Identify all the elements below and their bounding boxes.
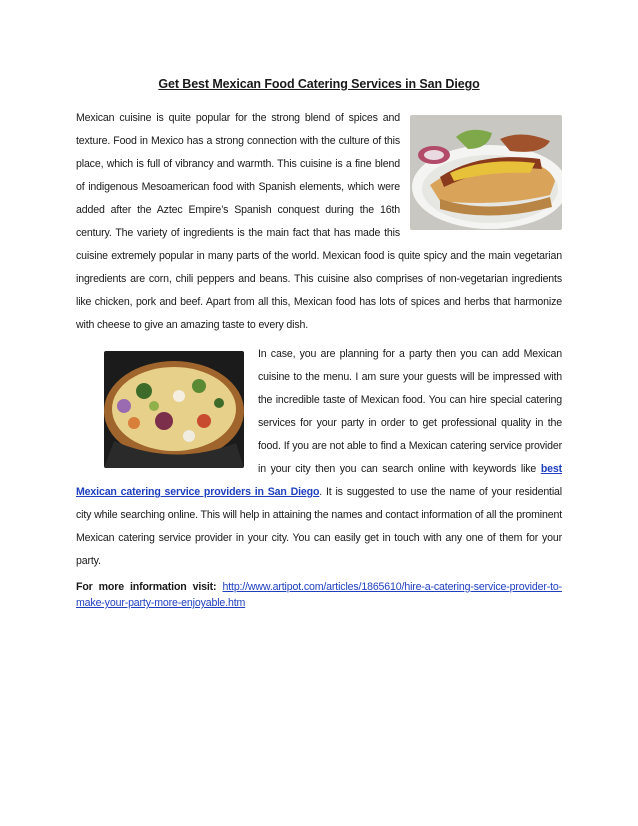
more-info (76, 579, 562, 611)
more-info-url-link[interactable]: http://www.artipot.com/articles/1865610/hire-a-catering-service-provider-to-make-your-party-more-enjoyable.htm (76, 581, 562, 609)
paragraph-1 (76, 107, 562, 337)
catering-search-link[interactable]: best Mexican catering service providers in San Diego (76, 463, 562, 498)
document-body (76, 107, 562, 611)
paragraph-2-text-before: In case, you are planning for a party then you can add Mexican cuisine to the menu. I am sure your guests will be impressed with the incredible taste of Mexican food. You can hire special catering services for your party in order to get professional quality in the food. If you are not able to find a Mexican catering service provider in your city then you can search online with keywords like (258, 348, 562, 475)
paragraph-2 (76, 343, 562, 573)
burger-photo (410, 115, 562, 230)
more-info-label: For more information visit: (76, 581, 217, 593)
pizza-photo (104, 351, 244, 468)
paragraph-1-text: Mexican cuisine is quite popular for the strong blend of spices and texture. Food in Mexico has a strong connection with the culture of this place, which is full of vibrancy and warmth. This cuisine is a fine blend of indigenous Mesoamerican food with Spanish elements, which were added after the Aztec Empire’s Spanish conquest during the 16th century. The variety of ingredients is the main fact that has made this cuisine extremely popular in many parts of the world. Mexican food is quite spicy and the main vegetarian ingredients are corn, chili peppers and beans. This cuisine also comprises of non-vegetarian ingredients like chicken, pork and beef. Apart from all this, Mexican food has lots of spices and herbs that harmonize with cheese to give an amazing taste to every dish. (76, 112, 562, 331)
document-title: Get Best Mexican Food Catering Services in San Diego (158, 77, 480, 91)
paragraph-2-text-after: . It is suggested to use the name of your residential city while searching online. This will help in attaining the names and contact information of all the prominent Mexican catering service provider in your city. You can easily get in touch with any one of them for your party. (76, 486, 562, 567)
